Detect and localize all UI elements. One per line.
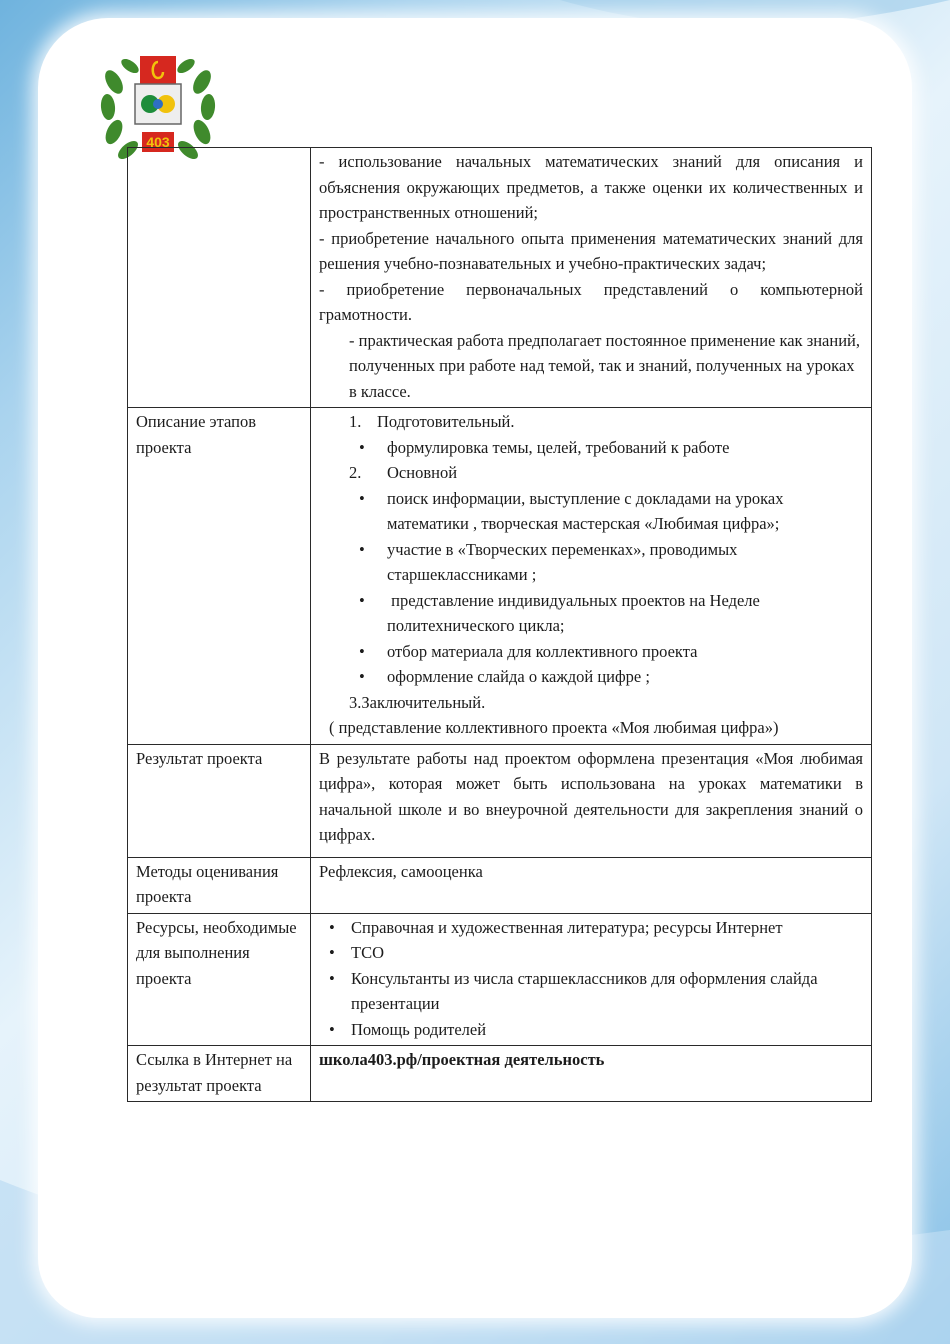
stage-title: Подготовительный. (377, 412, 515, 431)
resources-cell (311, 913, 872, 1046)
table-row-resources (128, 913, 872, 1046)
stage-step (319, 409, 863, 435)
goal-text: - приобретение первоначальных представлений о компьютерной грамотности. (319, 279, 863, 324)
stage-title: Основной (387, 463, 458, 482)
methods-label: Методы оценивания проекта (128, 857, 311, 913)
table-row-result (128, 744, 872, 857)
stage-note: ( представление коллективного проекта «Моя любимая цифра») (329, 718, 779, 737)
list-item: • Справочная и художественная литература; ресурсы Интернет (319, 915, 863, 941)
stage-step (319, 460, 863, 486)
list-item: • поиск информации, выступление с докладами на уроках математики , творческая мастерская «Любимая цифра»; (319, 486, 863, 537)
goal-text: - приобретение начального опыта применения математических знаний для решения учебно-познавательных и учебно-практических задач; (319, 228, 863, 273)
list-item: • участие в «Творческих переменках», проводимых старшеклассниками ; (319, 537, 863, 588)
stage-number: 2. (349, 463, 362, 482)
list-item: • Помощь родителей (319, 1017, 863, 1043)
list-item: • Консультанты из числа старшеклассников для оформления слайда презентации (319, 966, 863, 1017)
result-cell (311, 744, 872, 857)
methods-text: Рефлексия, самооценка (311, 857, 872, 913)
stage-number: 1. (349, 412, 362, 431)
result-text: В результате работы над проектом оформлена презентация «Моя любимая цифра», которая может быть использована на уроках математики в начальной школе и во внеурочной деятельности для закрепления знаний о цифрах. (319, 748, 863, 844)
goals-cell (311, 148, 872, 408)
list-item: • представление индивидуальных проектов на Неделе политехнического цикла; (319, 588, 863, 639)
list-item: • оформление слайда о каждой цифре ; (319, 664, 863, 690)
stage-title: 3.Заключительный. (349, 692, 486, 712)
table-row-link (128, 1046, 872, 1102)
stages-label: Описание этапов проекта (128, 408, 311, 745)
table-row-goals (128, 148, 872, 408)
link-label: Ссылка в Интернет на результат проекта (128, 1046, 311, 1102)
goal-text: - использование начальных математических знаний для описания и объяснения окружающих предметов, а также оценки их количественных и пространственных отношений; (319, 152, 863, 222)
goals-label-cell (128, 148, 311, 408)
logo-badge: 403 (146, 134, 170, 150)
project-table (127, 147, 872, 1102)
table-row-stages (128, 408, 872, 745)
table-row-methods (128, 857, 872, 913)
resources-list (319, 915, 863, 1043)
resources-label: Ресурсы, необходимые для выполнения проекта (128, 913, 311, 1046)
list-item: • формулировка темы, целей, требований к работе (319, 435, 863, 461)
stages-cell (311, 408, 872, 745)
list-item: • ТСО (319, 940, 863, 966)
practice-note: - практическая работа предполагает постоянное применение как знаний, полученных при работе над темой, так и знаний, полученных на уроках в классе. (349, 330, 860, 401)
result-label: Результат проекта (128, 744, 311, 857)
list-item: • отбор материала для коллективного проекта (319, 639, 863, 665)
project-link[interactable]: школа403.рф/проектная деятельность (311, 1046, 872, 1102)
